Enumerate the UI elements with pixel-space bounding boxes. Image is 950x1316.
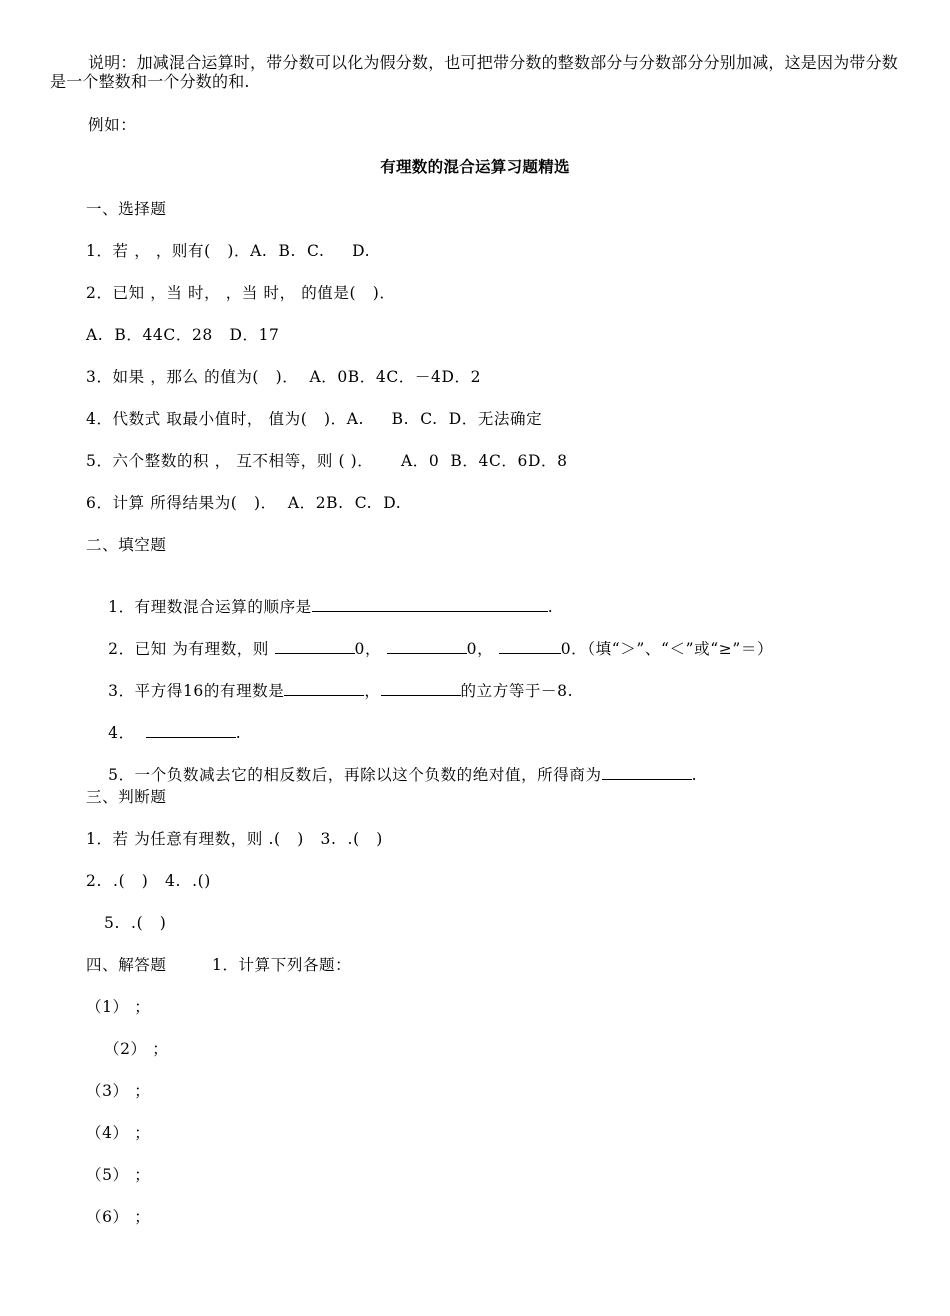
fill-q4-blank[interactable] bbox=[146, 723, 236, 738]
fill-q2-blank-1[interactable] bbox=[275, 639, 355, 654]
fill-q1-end: . bbox=[547, 598, 554, 616]
fill-q2-blank-2[interactable] bbox=[387, 639, 467, 654]
fill-q2-end: 0．（填“＞”、“＜”或“≥”＝） bbox=[560, 640, 774, 658]
fill-q3-blank-1[interactable] bbox=[284, 681, 364, 696]
fill-q3-text: 3．平方得16的有理数是 bbox=[108, 682, 285, 700]
fill-q2-mid-2: 0， bbox=[466, 640, 499, 658]
choice-question-2-options: A. B．44C．28 D．17 bbox=[86, 326, 280, 344]
answer-item-6: （6） ； bbox=[86, 1208, 151, 1226]
fill-question-5 bbox=[86, 745, 697, 805]
fill-q4-end: . bbox=[235, 724, 242, 742]
section-heading-judge: 三、判断题 bbox=[86, 788, 167, 806]
answer-item-1: （1） ； bbox=[86, 998, 151, 1016]
section-heading-fill: 二、填空题 bbox=[86, 536, 167, 554]
fill-q2-blank-3[interactable] bbox=[499, 639, 561, 654]
fill-q3-end: 的立方等于－8. bbox=[460, 682, 574, 700]
answer-item-4: （4） ； bbox=[86, 1124, 151, 1142]
fill-q5-text: 5．一个负数减去它的相反数后，再除以这个负数的绝对值，所得商为 bbox=[108, 766, 602, 784]
fill-q5-blank[interactable] bbox=[602, 765, 692, 780]
fill-q1-text: 1．有理数混合运算的顺序是 bbox=[108, 598, 312, 616]
fill-q2-mid-1: 0， bbox=[354, 640, 387, 658]
judge-questions-1-3: 1．若 为任意有理数，则 .( ) 3. .( ) bbox=[86, 830, 383, 848]
fill-q2-text: 2．已知 为有理数，则 bbox=[108, 640, 275, 658]
example-label: 例如： bbox=[88, 116, 137, 134]
fill-q1-blank[interactable] bbox=[312, 597, 548, 612]
answer-item-3: （3） ； bbox=[86, 1082, 151, 1100]
fill-q4-text: 4． bbox=[108, 724, 146, 742]
answer-item-2: （2） ； bbox=[104, 1040, 169, 1058]
fill-q5-end: . bbox=[691, 766, 698, 784]
fill-q3-mid: ， bbox=[364, 682, 381, 700]
judge-questions-2-4: 2. .( ) 4. .() bbox=[86, 872, 211, 890]
section-heading-answer: 四、解答题 bbox=[86, 956, 167, 974]
choice-question-3: 3．如果 ，那么 的值为( )． A．0B．4C．－4D．2 bbox=[86, 368, 482, 386]
choice-question-4: 4．代数式 取最小值时， 值为( )．A. B. C. D．无法确定 bbox=[86, 410, 543, 428]
judge-question-5: 5. .( ) bbox=[104, 914, 167, 932]
section-heading-choice: 一、选择题 bbox=[86, 200, 167, 218]
answer-subheading: 1．计算下列各题： bbox=[212, 956, 352, 974]
choice-question-2: 2．已知 ，当 时， ，当 时， 的值是( )． bbox=[86, 284, 396, 302]
choice-question-5: 5．六个整数的积 ， 互不相等，则 ( )． A．0 B．4C．6D．8 bbox=[86, 452, 568, 470]
document-title: 有理数的混合运算习题精选 bbox=[380, 158, 570, 176]
fill-q3-blank-2[interactable] bbox=[381, 681, 461, 696]
choice-question-6: 6．计算 所得结果为( )． A．2B. C. D. bbox=[86, 494, 402, 512]
choice-question-1: 1．若 ， ，则有( )．A. B. C. D. bbox=[86, 242, 371, 260]
intro-paragraph: 说明：加减混合运算时，带分数可以化为假分数，也可把带分数的整数部分与分数部分分别加减，这是因为带分数是一个整数和一个分数的和. bbox=[50, 53, 899, 91]
answer-item-5: （5） ； bbox=[86, 1166, 151, 1184]
